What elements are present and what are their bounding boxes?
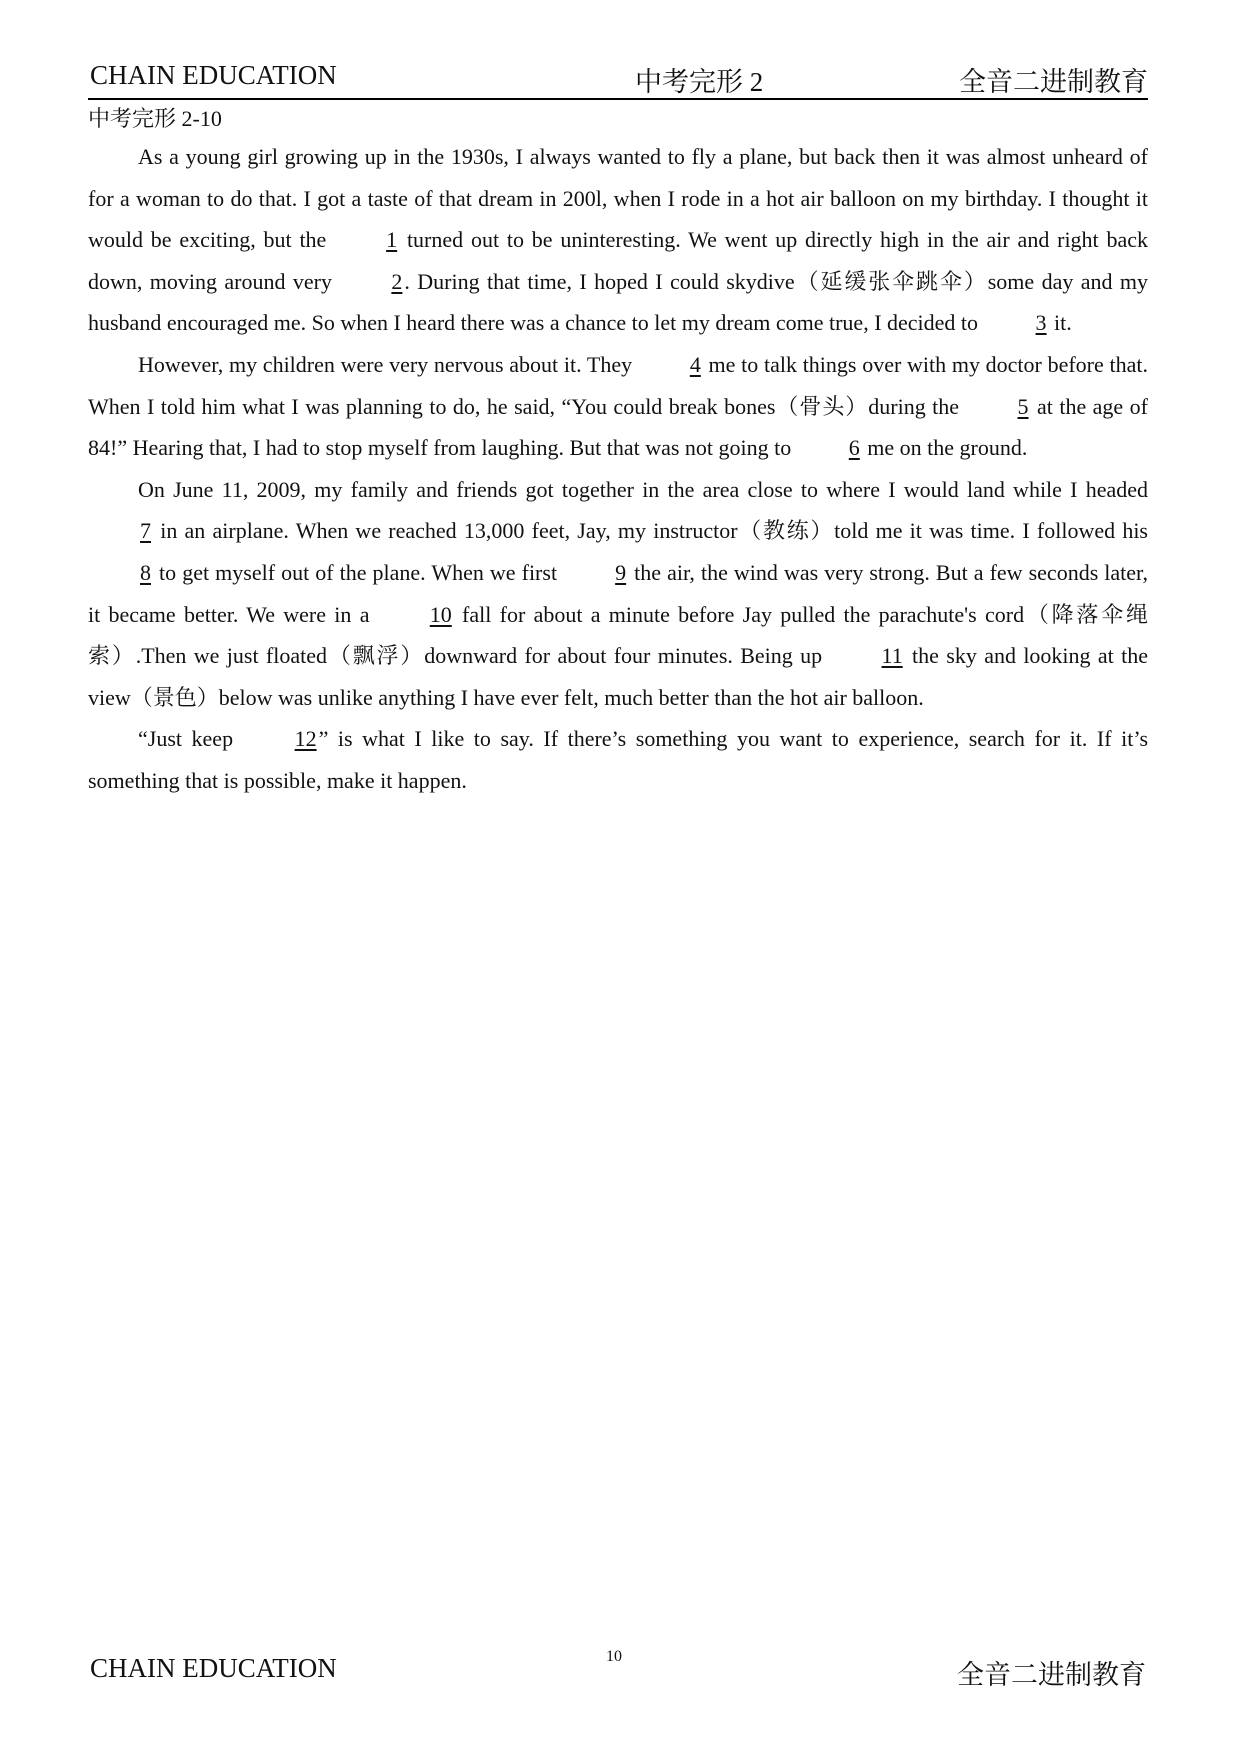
answer-blank: 3 bbox=[1035, 310, 1047, 336]
passage-text: . During that time, I hoped I could skydive（延缓张伞跳伞）some day and my husband encouraged me. So when I heard there was a chance to let my dream come true, I decided to bbox=[88, 268, 1148, 336]
passage-paragraph bbox=[88, 136, 1148, 344]
passage-text: in an airplane. When we reached 13,000 feet, Jay, my instructor（教练）told me it was time. I followed his bbox=[153, 518, 1148, 544]
passage-text: at the age of 84!” Hearing that, I had to stop myself from laughing. But that was not going to bbox=[88, 393, 1148, 461]
page-number: 10 bbox=[606, 1648, 622, 1665]
exercise-title: 中考完形 2-10 bbox=[88, 106, 222, 131]
answer-blank: 11 bbox=[881, 643, 903, 669]
passage-text: However, my children were very nervous about it. They bbox=[138, 351, 638, 377]
answer-blank: 9 bbox=[615, 559, 627, 585]
answer-blank: 2 bbox=[391, 268, 403, 294]
answer-blank: 12 bbox=[294, 726, 317, 752]
answer-blank: 8 bbox=[140, 559, 151, 585]
passage-text: to get myself out of the plane. When we first bbox=[153, 559, 564, 585]
passage-text: the sky and looking at the view（景色）below was unlike anything I have ever felt, much better than the hot air balloon. bbox=[88, 643, 1149, 710]
header-title: 中考完形 2 bbox=[635, 67, 764, 97]
answer-blank: 10 bbox=[429, 601, 452, 627]
passage-text: it. bbox=[1048, 310, 1072, 336]
passage-text: me on the ground. bbox=[861, 435, 1028, 461]
footer-org: 全音二进制教育 bbox=[957, 1660, 1146, 1690]
passage-text: fall for about a minute before Jay pulled the parachute's cord（降落伞绳索）.Then we just floated（飘浮）downward for about four minutes. Being up bbox=[88, 601, 1148, 669]
footer-brand: CHAIN EDUCATION bbox=[90, 1653, 337, 1683]
passage-paragraph bbox=[88, 469, 1148, 719]
passage-paragraph bbox=[88, 344, 1148, 469]
passage-text: the air, the wind was very strong. But a few seconds later, it became better. We were in a bbox=[88, 559, 1149, 627]
header-brand: CHAIN EDUCATION bbox=[90, 60, 337, 90]
page-header bbox=[88, 58, 1148, 100]
passage-text: “Just keep bbox=[138, 726, 243, 752]
header-org: 全音二进制教育 bbox=[959, 67, 1148, 97]
answer-blank: 4 bbox=[689, 351, 701, 377]
answer-blank: 5 bbox=[1017, 393, 1029, 419]
passage-text: ” is what I like to say. If there’s something you want to experience, search for it. If it’s something that is possible, make it happen. bbox=[88, 726, 1149, 793]
passage-text: turned out to be uninteresting. We went up directly high in the air and right back down, moving around very bbox=[88, 227, 1148, 294]
passage-text: On June 11, 2009, my family and friends got together in the area close to where I would land while I headed bbox=[138, 476, 1148, 502]
passage-text: me to talk things over with my doctor before that. When I told him what I was planning to do, he said, “You could break bones（骨头）during the bbox=[88, 351, 1148, 419]
passage-text: As a young girl growing up in the 1930s, I always wanted to fly a plane, but back then it was almost unheard of for a woman to do that. I got a taste of that dream in 200l, when I rode in a hot air balloon on my birthday. I thought it would be exciting, but the bbox=[88, 144, 1148, 253]
answer-blank: 1 bbox=[386, 227, 398, 253]
passage bbox=[88, 136, 1148, 802]
answer-blank: 7 bbox=[140, 518, 151, 544]
answer-blank: 6 bbox=[848, 435, 860, 461]
passage-paragraph bbox=[88, 718, 1148, 801]
